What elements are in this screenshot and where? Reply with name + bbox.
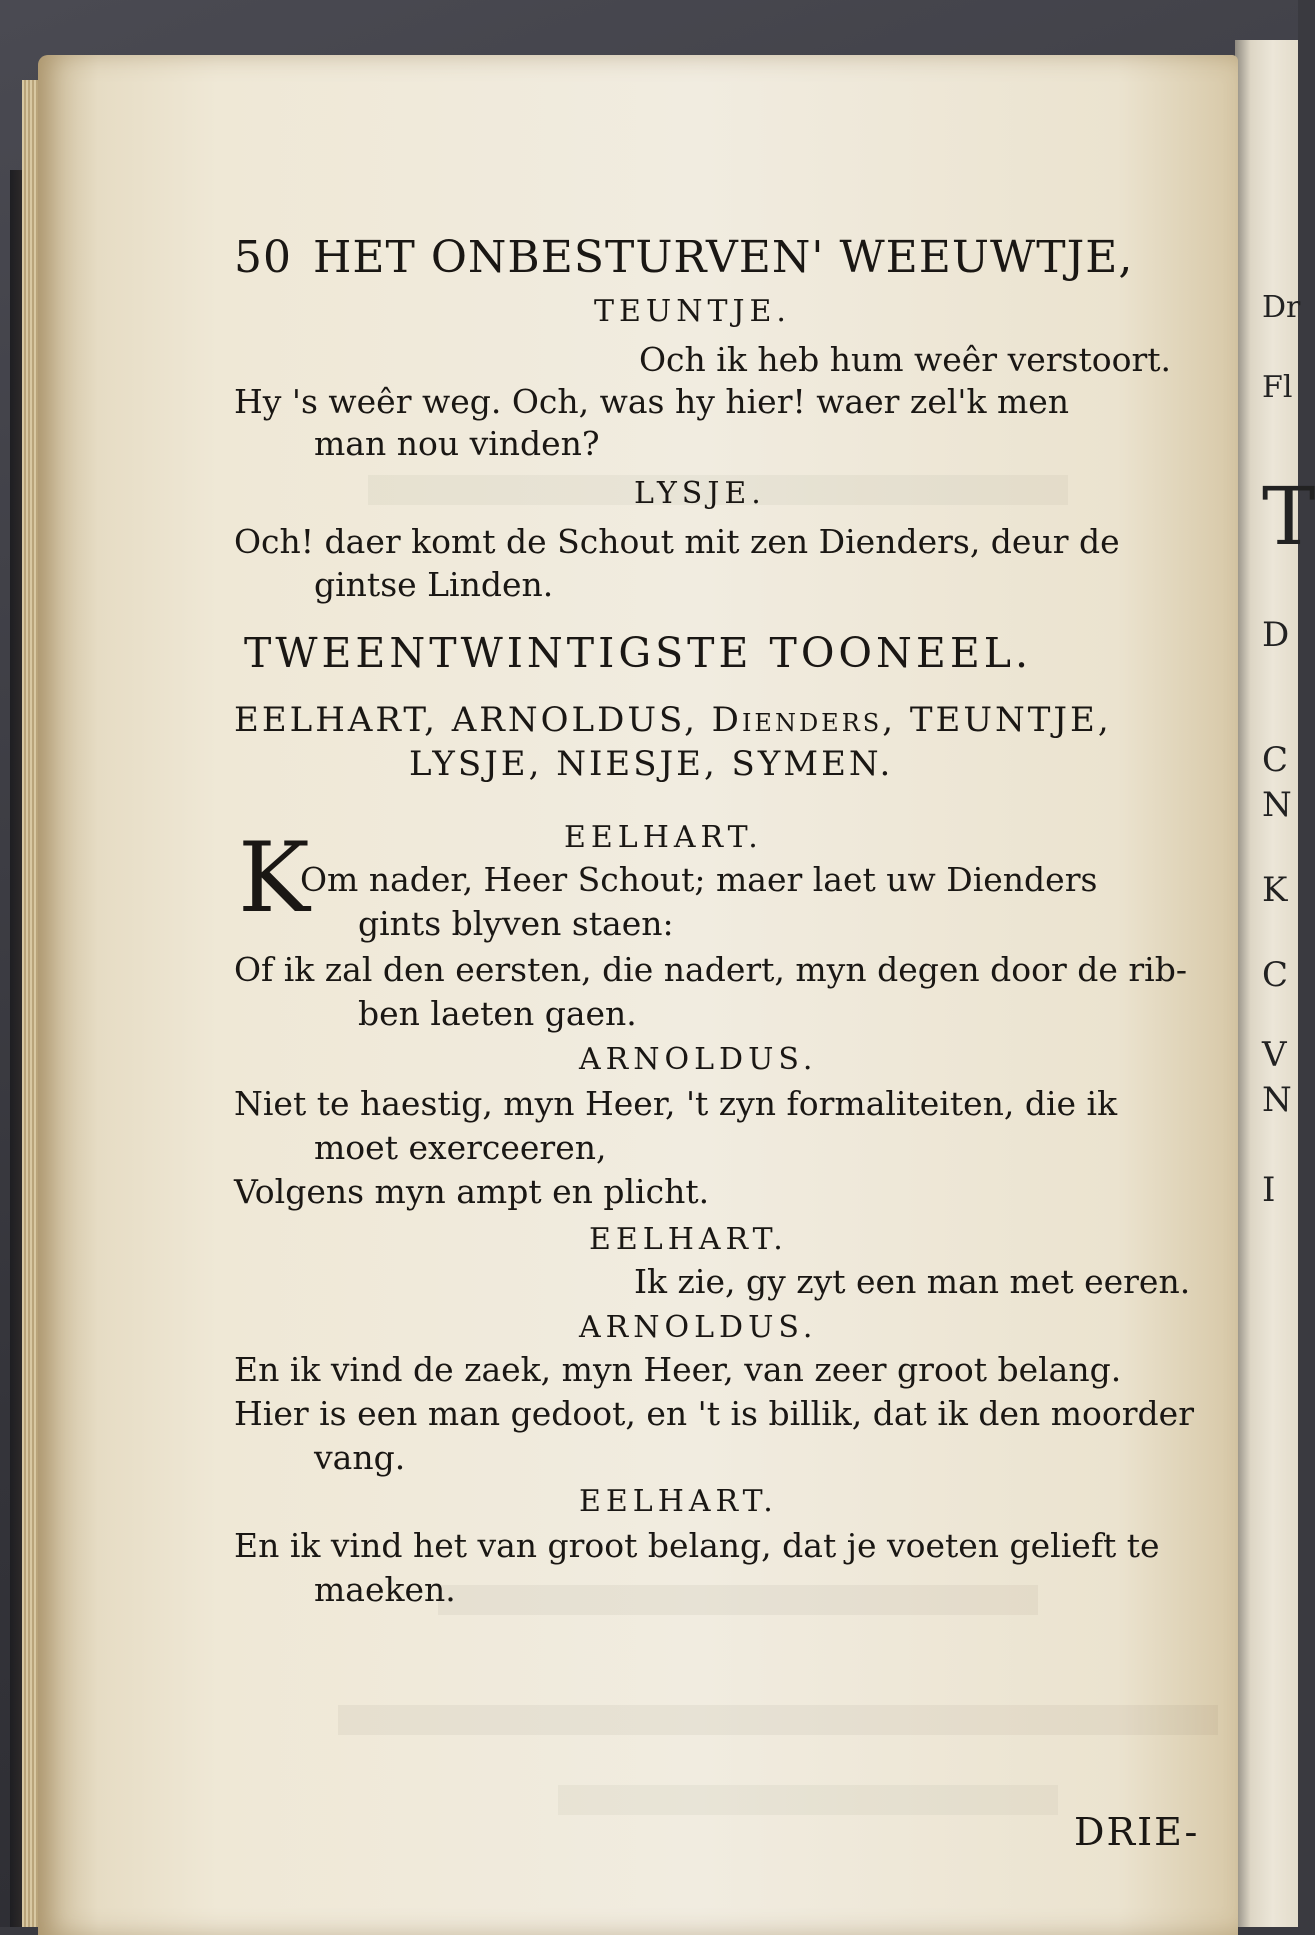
running-head: HET ONBESTURVEN' WEEUWTJE, [313,232,1134,283]
book-page [38,55,1238,1935]
facing-glyph: Dr [1262,290,1301,325]
verse-line: Ik zie, gy zyt een man met eeren. [634,1262,1191,1301]
verse-line: Hier is een man gedoot, en 't is billik, dat ik den moorder [234,1394,1194,1433]
facing-glyph: N [1262,1080,1292,1120]
verse-line: vang. [314,1438,406,1477]
verse-line: Hy 's weêr weg. Och, was hy hier! waer zel'k men [234,382,1070,421]
facing-glyph: Fl [1262,370,1293,405]
scene-heading: TWEENTWINTIGSTE TOONEEL. [244,629,1033,677]
verse-line: man nou vinden? [314,424,600,463]
verse-line: Volgens myn ampt en plicht. [234,1172,710,1211]
verse-line: En ik vind het van groot belang, dat je voeten gelieft te [234,1526,1160,1565]
speaker-eelhart: EELHART. [579,1484,778,1519]
speaker-eelhart: EELHART. [589,1222,788,1257]
verse-line: En ik vind de zaek, myn Heer, van zeer groot belang. [234,1350,1122,1389]
verse-line: moet exerceeren, [314,1128,607,1167]
verse-line: ben laeten gaen. [358,994,637,1033]
speaker-teuntje: TEUNTJE. [594,294,791,329]
verse-line: Om nader, Heer Schout; maer laet uw Dienders [300,860,1098,899]
page-number: 50 [234,232,292,283]
speaker-eelhart: EELHART. [564,820,763,855]
verse-line: gints blyven staen: [358,904,674,943]
verse-line: gintse Linden. [314,565,554,604]
cast-list: LYSJE, NIESJE, SYMEN. [409,744,894,784]
facing-glyph: T [1262,470,1315,563]
verse-line: Och! daer komt de Schout mit zen Dienders, deur de [234,522,1120,561]
speaker-lysje: LYSJE. [634,476,766,511]
verse-line: maeken. [314,1570,456,1609]
facing-glyph: N [1262,785,1292,825]
facing-page-glyphs [1262,0,1315,1927]
verse-line: Och ik heb hum weêr verstoort. [639,340,1171,379]
facing-glyph: I [1262,1170,1276,1210]
facing-glyph: V [1262,1035,1287,1075]
facing-glyph: C [1262,740,1289,780]
speaker-arnoldus: ARNOLDUS. [579,1042,818,1077]
cast-list: EELHART, ARNOLDUS, Dienders, TEUNTJE, [234,700,1112,740]
catchword: DRIE- [1074,1810,1200,1854]
facing-glyph: D [1262,615,1290,655]
drop-capital: K [238,822,310,934]
facing-glyph: C [1262,955,1289,995]
verse-line: Niet te haestig, myn Heer, 't zyn formaliteiten, die ik [234,1084,1118,1123]
facing-glyph: K [1262,870,1288,910]
speaker-arnoldus: ARNOLDUS. [579,1310,818,1345]
verse-line: Of ik zal den eersten, die nadert, myn degen door de rib- [234,950,1187,989]
